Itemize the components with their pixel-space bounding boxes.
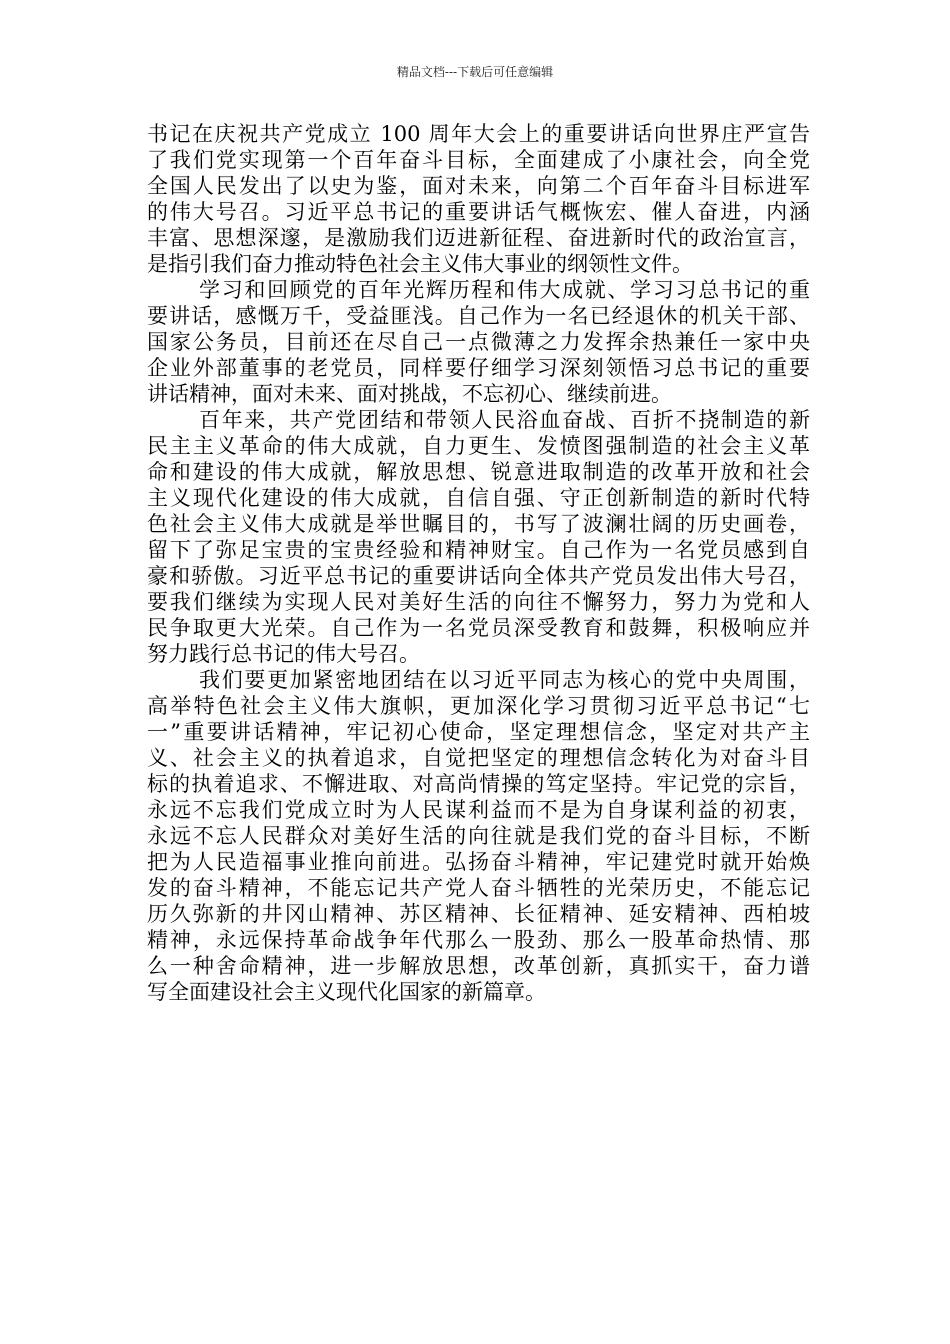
text-line: 民争取更大光荣。自己作为一名党员深受教育和鼓舞，积极响应并	[147, 616, 810, 640]
text-line: 了我们党实现第一个百年奋斗目标，全面建成了小康社会，向全党	[147, 148, 810, 172]
paragraph-1	[147, 121, 810, 277]
text-line: 把为人民造福事业推向前进。弘扬奋斗精神，牢记建党时就开始焕	[147, 850, 810, 874]
text-line: 标的执着追求、不懈进取、对高尚情操的笃定坚持。牢记党的宗旨，	[147, 772, 810, 796]
text-line: 永远不忘我们党成立时为人民谋利益而不是为自身谋利益的初衷，	[147, 798, 810, 822]
text-line: 高举特色社会主义伟大旗帜，更加深化学习贯彻习近平总书记“七	[147, 694, 810, 718]
page-header: 精品文档---下载后可任意编辑	[396, 65, 554, 79]
text-line: 书记在庆祝共产党成立 100 周年大会上的重要讲话向世界庄严宣告	[147, 122, 810, 146]
text-line: 留下了弥足宝贵的宝贵经验和精神财宝。自己作为一名党员感到自	[147, 538, 810, 562]
text-line: 永远不忘人民群众对美好生活的向往就是我们党的奋斗目标，不断	[147, 824, 810, 848]
text-line: 讲话精神，面对未来、面对挑战，不忘初心、继续前进。	[147, 382, 672, 406]
text-line: 的伟大号召。习近平总书记的重要讲话气概恢宏、催人奋进，内涵	[147, 200, 810, 224]
text-line: 学习和回顾党的百年光辉历程和伟大成就、学习习总书记的重	[199, 278, 810, 302]
text-line: 我们要更加紧密地团结在以习近平同志为核心的党中央周围，	[199, 668, 810, 692]
document-body	[147, 121, 810, 1005]
text-line: 企业外部董事的老党员，同样要仔细学习深刻领悟习总书记的重要	[147, 356, 810, 380]
text-line: 国家公务员，目前还在尽自己一点微薄之力发挥余热兼任一家中央	[147, 330, 810, 354]
text-line: 历久弥新的井冈山精神、苏区精神、长征精神、延安精神、西柏坡	[147, 902, 810, 926]
text-line: 一”重要讲话精神，牢记初心使命，坚定理想信念，坚定对共产主	[147, 720, 810, 744]
text-line: 色社会主义伟大成就是举世瞩目的，书写了波澜壮阔的历史画卷，	[147, 512, 810, 536]
text-line: 写全面建设社会主义现代化国家的新篇章。	[147, 980, 546, 1004]
text-line: 是指引我们奋力推动特色社会主义伟大事业的纲领性文件。	[147, 252, 693, 276]
text-line: 主义现代化建设的伟大成就，自信自强、守正创新制造的新时代特	[147, 486, 810, 510]
text-line: 努力践行总书记的伟大号召。	[147, 642, 420, 666]
text-line: 要讲话，感慨万千，受益匪浅。自己作为一名已经退休的机关干部、	[147, 304, 810, 328]
text-line: 要我们继续为实现人民对美好生活的向往不懈努力，努力为党和人	[147, 590, 810, 614]
paragraph-3	[147, 407, 810, 667]
text-line: 精神，永远保持革命战争年代那么一股劲、那么一股革命热情、那	[147, 928, 810, 952]
paragraph-2	[147, 277, 810, 407]
text-line: 豪和骄傲。习近平总书记的重要讲话向全体共产党员发出伟大号召，	[147, 564, 810, 588]
text-line: 民主主义革命的伟大成就，自力更生、发愤图强制造的社会主义革	[147, 434, 810, 458]
text-line: 全国人民发出了以史为鉴，面对未来，向第二个百年奋斗目标进军	[147, 174, 810, 198]
text-line: 么一种舍命精神，进一步解放思想，改革创新，真抓实干，奋力谱	[147, 954, 810, 978]
text-line: 义、社会主义的执着追求，自觉把坚定的理想信念转化为对奋斗目	[147, 746, 810, 770]
text-line: 百年来，共产党团结和带领人民浴血奋战、百折不挠制造的新	[199, 408, 810, 432]
text-line: 发的奋斗精神，不能忘记共产党人奋斗牺牲的光荣历史，不能忘记	[147, 876, 810, 900]
paragraph-4	[147, 667, 810, 1005]
text-line: 命和建设的伟大成就，解放思想、锐意进取制造的改革开放和社会	[147, 460, 810, 484]
text-line: 丰富、思想深邃，是激励我们迈进新征程、奋进新时代的政治宣言，	[147, 226, 810, 250]
